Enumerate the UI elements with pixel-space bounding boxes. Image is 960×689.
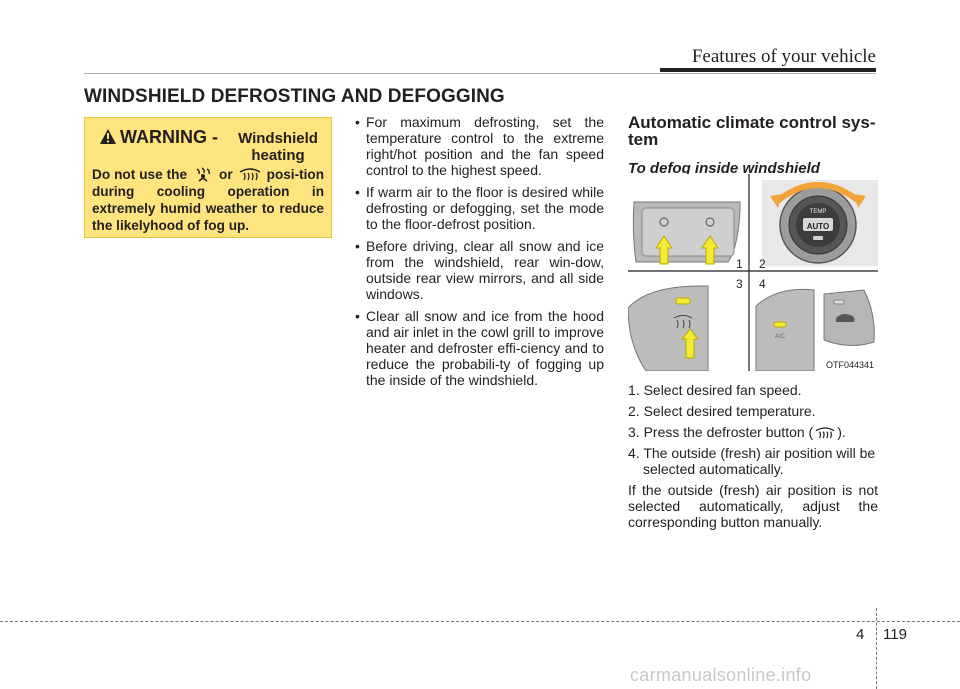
footer-rule — [0, 621, 960, 622]
page-number: 119 — [883, 626, 907, 643]
header-rule-thick — [660, 68, 876, 72]
warning-triangle-icon — [100, 129, 116, 144]
quadrant-label: 4 — [759, 277, 766, 291]
defrost-tips-list — [352, 114, 604, 394]
knob-temp-label: TEMP — [809, 209, 827, 215]
step-3-text: 3. Press the defroster button ( — [628, 424, 814, 440]
watermark: carmanualsonline.info — [630, 665, 812, 685]
floor-defrost-icon — [193, 167, 213, 182]
list-item: • Before driving, clear all snow and ice from the windshield, rear win-dow, outside rear view mirrors, and all side windows. — [352, 238, 604, 302]
list-item: 2. Select desired temperature. — [628, 403, 816, 419]
defrost-button-panel — [628, 286, 708, 371]
header-rule — [84, 73, 876, 74]
section-title: WINDSHIELD DEFROSTING AND DEFOGGING — [84, 86, 505, 107]
list-item: 4. The outside (fresh) air position will be selected automatically. — [628, 445, 876, 477]
climate-control-diagram — [628, 174, 878, 371]
defrost-icon — [815, 426, 835, 440]
ac-label: A/C — [775, 334, 786, 340]
quadrant-label: 1 — [736, 257, 743, 271]
list-item: 1. Select desired fan speed. — [628, 382, 802, 398]
defrost-icon — [239, 167, 261, 182]
list-item: • Clear all snow and ice from the hood and air inlet in the cowl grill to improve heater and defroster effi-ciency and to reduce the probabili-ty of fogging up the inside of the windshield. — [352, 308, 604, 388]
warning-subject: Windshield heating — [238, 130, 318, 164]
footer-divider — [876, 608, 877, 689]
quadrant-label: 2 — [759, 257, 766, 271]
ac-button-panel — [756, 289, 874, 371]
page-header-title: Features of your vehicle — [691, 46, 876, 67]
knob-auto-label: AUTO — [806, 222, 830, 231]
warning-label: WARNING - — [120, 127, 218, 147]
defog-subheading: To defog inside windshield — [628, 160, 820, 177]
climate-control-section — [628, 114, 878, 177]
warning-text-mid: or — [219, 167, 233, 182]
warning-text-end: posi-tion during cooling operation in extremely humid weather to reduce the likelyhood of fog up. — [92, 167, 325, 233]
climate-control-heading: Automatic climate control sys-tem — [628, 113, 876, 149]
defog-steps-list — [628, 382, 878, 482]
list-item: • If warm air to the floor is desired while defrosting or defogging, set the mode to the floor-defrost position. — [352, 184, 604, 232]
figure-code: OTF044341 — [825, 360, 874, 370]
quadrant-label: 3 — [736, 277, 743, 291]
warning-text — [92, 166, 324, 234]
list-item — [628, 424, 878, 440]
fan-speed-panel — [633, 202, 740, 264]
step-3-suffix: ). — [837, 424, 846, 440]
warning-text-start: Do not use the — [92, 167, 188, 182]
warning-box — [84, 117, 332, 238]
manual-adjust-note: If the outside (fresh) air position is not selected automatically, adjust the corresponding button manually. — [628, 482, 878, 530]
warning-header — [92, 126, 324, 166]
list-item: • For maximum defrosting, set the temperature control to the extreme right/hot position and the fan speed control to the highest speed. — [352, 114, 604, 178]
chapter-number: 4 — [856, 626, 865, 643]
